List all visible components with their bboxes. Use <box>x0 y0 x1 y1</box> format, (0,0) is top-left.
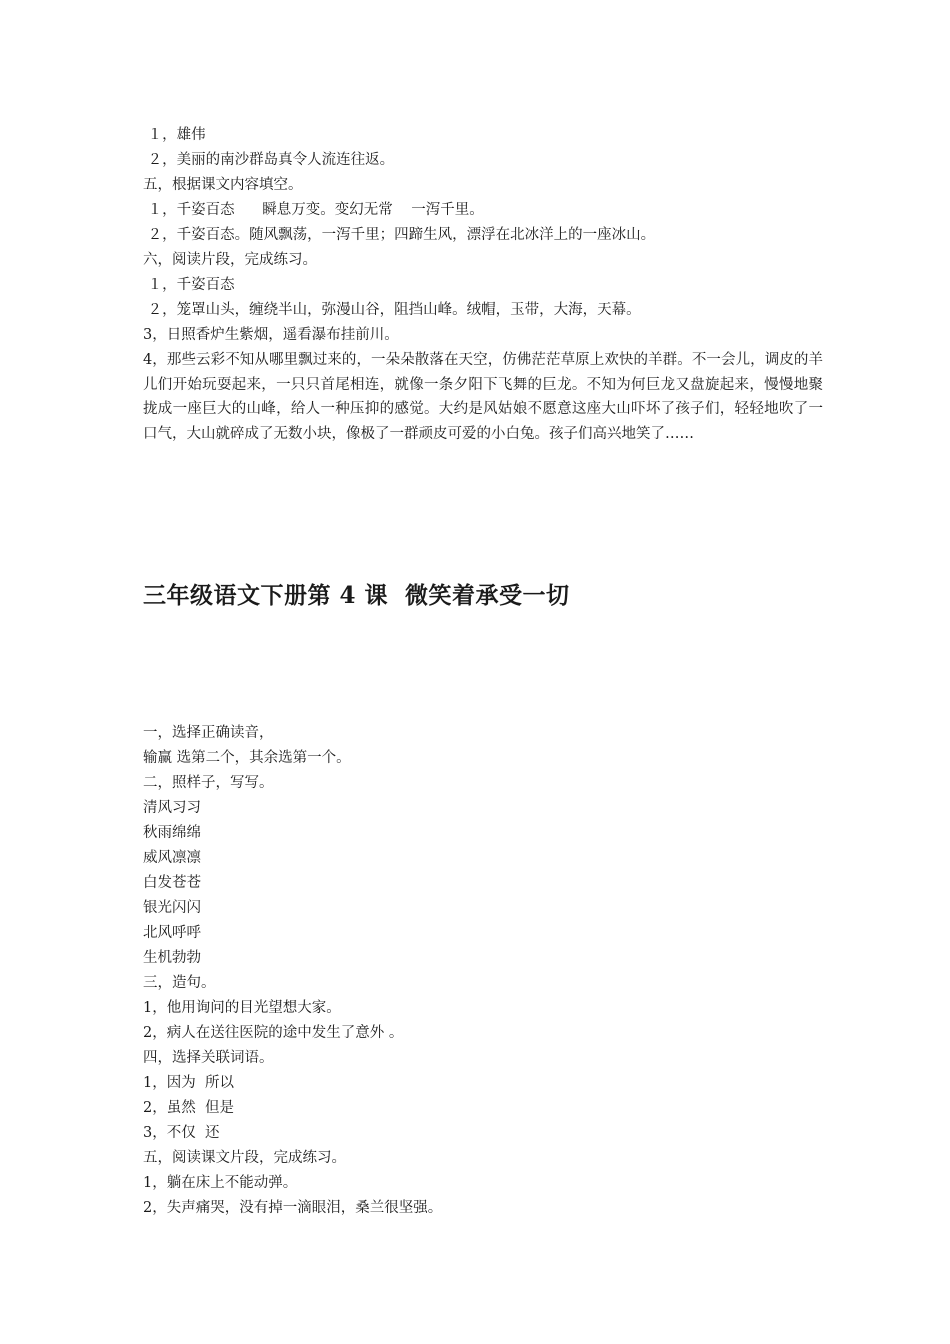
answer-line: 威风凛凛 <box>143 850 201 866</box>
lesson-title: 三年级语文下册第 4 课 微笑着承受一切 <box>143 582 570 609</box>
answer-line: １，千姿百态 <box>143 277 235 293</box>
answer-line: 2，失声痛哭，没有掉一滴眼泪，桑兰很坚强。 <box>143 1200 443 1216</box>
answer-section-2 <box>143 721 823 1221</box>
section-heading: 五，根据课文内容填空。 <box>143 177 303 193</box>
answer-line: 1，因为 所以 <box>143 1075 234 1091</box>
section-heading: 四，选择关联词语。 <box>143 1050 274 1066</box>
section-heading: 一，选择正确读音， <box>143 725 274 741</box>
answer-line: 1，他用询问的目光望想大家。 <box>143 1000 341 1016</box>
answer-paragraph: 4，那些云彩不知从哪里飘过来的，一朵朵散落在天空，仿佛茫茫草原上欢快的羊群。不一会儿，调皮的羊儿们开始玩耍起来，一只只首尾相连，就像一条夕阳下飞舞的巨龙。不知为何巨龙又盘旋起来，慢慢地聚拢成一座巨大的山峰，给人一种压抑的感觉。大约是风姑娘不愿意这座大山吓坏了孩子们，轻轻地吹了一口气，大山就碎成了无数小块，像极了一群顽皮可爱的小白兔。孩子们高兴地笑了…… <box>143 352 823 442</box>
answer-line: 秋雨绵绵 <box>143 825 201 841</box>
answer-line: 输赢 选第二个，其余选第一个。 <box>143 750 351 766</box>
answer-line: ２，笼罩山头，缠绕半山，弥漫山谷，阻挡山峰。绒帽，玉带，大海，天幕。 <box>143 302 641 318</box>
section-heading: 六，阅读片段，完成练习。 <box>143 252 317 268</box>
answer-line: 3，日照香炉生紫烟，遥看瀑布挂前川。 <box>143 327 399 343</box>
section-heading: 三，造句。 <box>143 975 216 991</box>
answer-line: １，雄伟 <box>143 127 206 143</box>
answer-line: 生机勃勃 <box>143 950 201 966</box>
answer-line: １，千姿百态 瞬息万变。变幻无常 一泻千里。 <box>143 202 484 218</box>
answer-line: ２，美丽的南沙群岛真令人流连往返。 <box>143 152 395 168</box>
answer-line: ２，千姿百态。随风飘荡，一泻千里；四蹄生风，漂浮在北冰洋上的一座冰山。 <box>143 227 656 243</box>
section-heading: 二，照样子，写写。 <box>143 775 274 791</box>
answer-line: 2，虽然 但是 <box>143 1100 234 1116</box>
section-heading: 五，阅读课文片段，完成练习。 <box>143 1150 346 1166</box>
answer-line: 3，不仅 还 <box>143 1125 220 1141</box>
answer-line: 白发苍苍 <box>143 875 201 891</box>
answer-line: 2，病人在送往医院的途中发生了意外 。 <box>143 1025 404 1041</box>
answer-line: 1，躺在床上不能动弹。 <box>143 1175 298 1191</box>
answer-line: 北风呼呼 <box>143 925 201 941</box>
answer-line: 银光闪闪 <box>143 900 201 916</box>
answer-section-1 <box>143 123 823 446</box>
answer-line: 清风习习 <box>143 800 201 816</box>
